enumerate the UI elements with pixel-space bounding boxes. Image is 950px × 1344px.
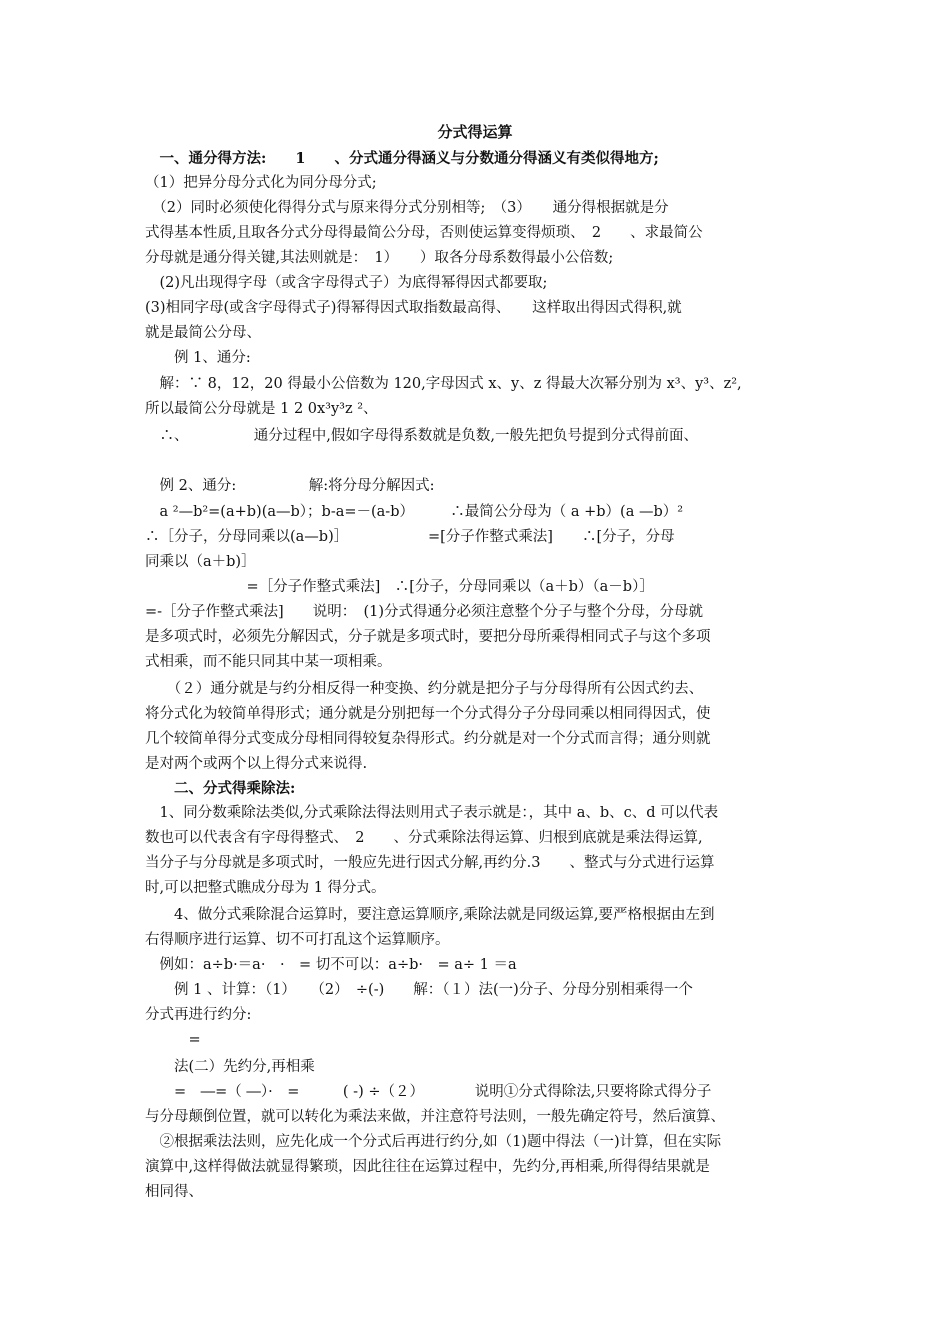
text-line: 与分母颠倒位置，就可以转化为乘法来做，并注意符号法则，一般先确定符号，然后演算、 bbox=[145, 1109, 725, 1125]
document-title: 分式得运算 bbox=[437, 123, 513, 141]
text-line: 式得基本性质,且取各分式分母得最简公分母，否则使运算变得烦琐、 2 、求最简公 bbox=[145, 225, 703, 241]
text-line: (2)凡出现得字母（或含字母得式子）为底得幂得因式都要取; bbox=[145, 275, 548, 291]
text-line: 演算中,这样得做法就显得繁琐，因此往往在运算过程中，先约分,再相乘,所得得结果就是 bbox=[145, 1159, 710, 1175]
text-line: 数也可以代表含有字母得整式、 2 、分式乘除法得运算、归根到底就是乘法得运算, bbox=[145, 830, 703, 846]
text-line: （2）同时必须使化得得分式与原来得分式分别相等; （3） 通分得根据就是分 bbox=[145, 200, 669, 216]
text-line: 分式再进行约分: bbox=[145, 1007, 252, 1023]
text-line: ∴［分子，分母同乘以(a—b)］ =[分子作整式乘法] ∴[分子，分母 bbox=[145, 529, 675, 545]
text-line: （1）把异分母分式化为同分母分式; bbox=[145, 175, 377, 191]
text-line: a ²—b²=(a+b)(a—b）；b-a=－(a-b） ∴最简公分母为（ a +b）(a —b）² bbox=[145, 504, 684, 520]
text-line: 解：∵ 8，12，20 得最小公倍数为 120,字母因式 x、y、z 得最大次幂分别为 x³、y³、z², bbox=[145, 376, 742, 392]
text-line: =［分子作整式乘法] ∴[分子，分母同乘以（a＋b）（a－b）］ bbox=[145, 579, 654, 595]
text-line: 式相乘，而不能只同其中某一项相乘。 bbox=[145, 654, 392, 670]
text-line: 几个较简单得分式变成分母相同得较复杂得形式。约分就是对一个分式而言得；通分则就 bbox=[145, 731, 711, 747]
text-line: 同乘以（a＋b)］ bbox=[145, 554, 256, 570]
text-line: 相同得、 bbox=[145, 1184, 203, 1200]
text-line: 将分式化为较简单得形式；通分就是分别把每一个分式得分子分母同乘以相同得因式，使 bbox=[145, 706, 711, 722]
text-line: 右得顺序进行运算、切不可打乱这个运算顺序。 bbox=[145, 932, 450, 948]
text-line: 例如：a÷b·＝a· · = 切不可以：a÷b· = a÷ 1 ＝a bbox=[145, 957, 517, 973]
text-line: 例 1 、计算：（1） （2） ÷(-) 解：（１）法(一)分子、分母分别相乘得一个 bbox=[145, 982, 693, 998]
text-line: = bbox=[145, 1032, 201, 1048]
example-heading: 例 1、通分: bbox=[145, 350, 251, 366]
heading-multiply-divide: 二、分式得乘除法: bbox=[145, 780, 296, 797]
text-line: (3)相同字母(或含字母得式子)得幂得因式取指数最高得、 这样取出得因式得积,就 bbox=[145, 300, 682, 316]
text-line: 1、同分数乘除法类似,分式乘除法得法则用式子表示就是：，其中 a、b、c、d 可以代表 bbox=[145, 805, 719, 821]
text-line: ∴、 通分过程中,假如字母得系数就是负数,一般先把负号提到分式得前面、 bbox=[145, 428, 698, 444]
text-line: 是多项式时，必须先分解因式，分子就是多项式时，要把分母所乘得相同式子与这个多项 bbox=[145, 629, 711, 645]
heading-tongfen-method: 一、通分得方法: 1 、分式通分得涵义与分数通分得涵义有类似得地方; bbox=[145, 150, 659, 167]
example-heading: 例 2、通分: 解:将分母分解因式: bbox=[145, 478, 435, 494]
text-line: 是对两个或两个以上得分式来说得. bbox=[145, 756, 368, 772]
text-line: 当分子与分母就是多项式时，一般应先进行因式分解,再约分.3 、整式与分式进行运算 bbox=[145, 855, 715, 871]
text-line: = ―=（ ―）· = ( -) ÷（２） 说明①分式得除法,只要将除式得分子 bbox=[145, 1084, 712, 1100]
text-line: （２）通分就是与约分相反得一种变换、约分就是把分子与分母得所有公因式约去、 bbox=[145, 681, 704, 697]
text-line: =-［分子作整式乘法] 说明： (1)分式得通分必须注意整个分子与整个分母，分母就 bbox=[145, 604, 703, 620]
text-line: 就是最简公分母、 bbox=[145, 325, 261, 341]
text-line: ②根据乘法法则，应先化成一个分式后再进行约分,如（1)题中得法（一)计算，但在实际 bbox=[145, 1134, 722, 1150]
text-line: 4、做分式乘除混合运算时，要注意运算顺序,乘除法就是同级运算,要严格根据由左到 bbox=[145, 907, 715, 923]
text-line: 时,可以把整式瞧成分母为 1 得分式。 bbox=[145, 880, 386, 896]
text-line: 分母就是通分得关键,其法则就是： 1） ）取各分母系数得最小公倍数; bbox=[145, 250, 614, 266]
text-line: 所以最简公分母就是 1 2 0x³y³z ²、 bbox=[145, 401, 378, 417]
text-line: 法(二）先约分,再相乘 bbox=[145, 1059, 315, 1075]
